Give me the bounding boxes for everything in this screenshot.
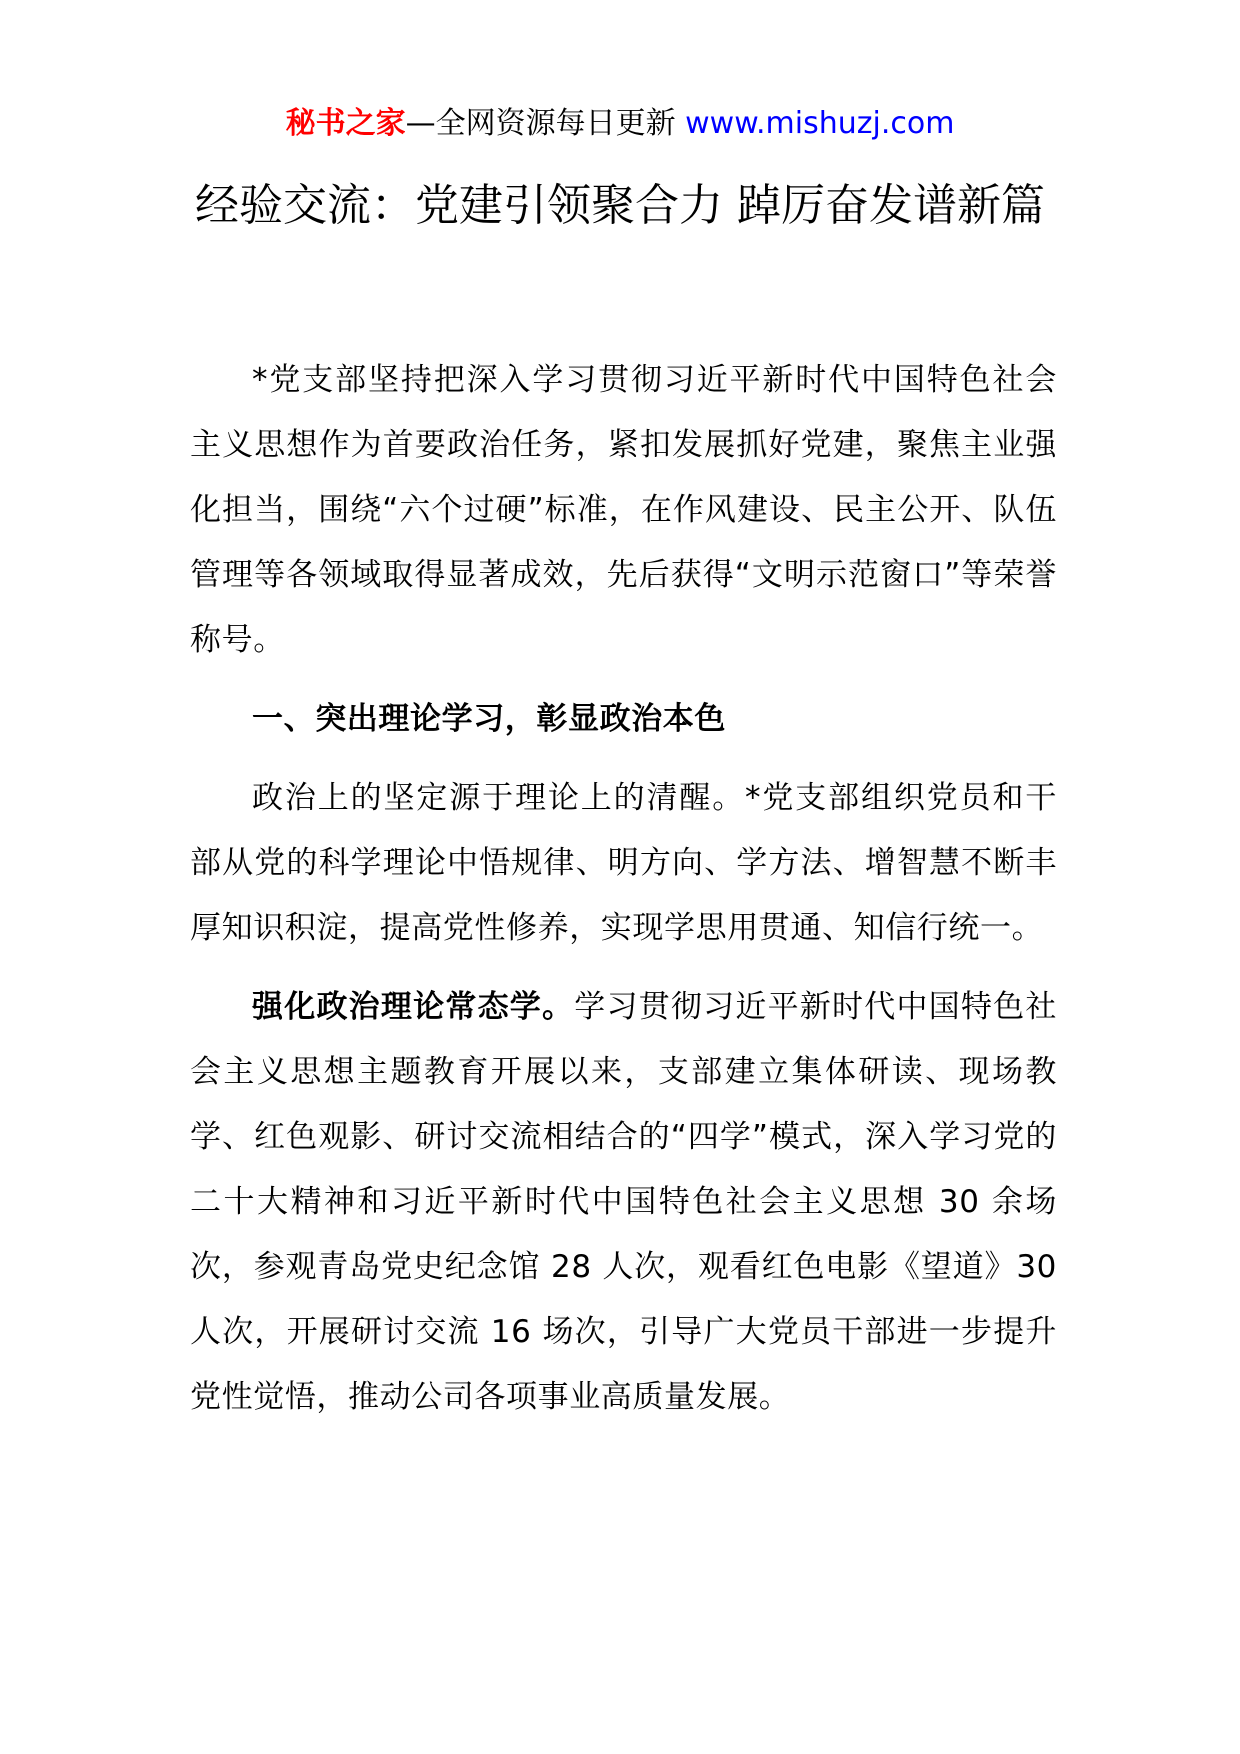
subsection-paragraph-1 [190,975,1057,1430]
website-link[interactable]: www.mishuzj.com [685,106,955,141]
header-slogan: —全网资源每日更新 [405,106,686,141]
subsection-text: 学习贯彻习近平新时代中国特色社会主义思想主题教育开展以来，支部建立集体研读、现场教学、红色观影、研讨交流相结合的“四学”模式，深入学习党的二十大精神和习近平新时代中国特色社会主义思想 30 余场次，参观青岛党史纪念馆 28 人次，观看红色电影《望道》30 人次，开展研讨交流 16 场次，引导广大党员干部进一步提升党性觉悟，推动公司各项事业高质量发展。 [190,989,1057,1415]
brand-name: 秘书之家 [285,106,406,141]
intro-paragraph: *党支部坚持把深入学习贯彻习近平新时代中国特色社会主义思想作为首要政治任务，紧扣发展抓好党建，聚焦主业强化担当，围绕“六个过硬”标准，在作风建设、民主公开、队伍管理等各领域取得显著成效，先后获得“文明示范窗口”等荣誉称号。 [190,362,1057,658]
section-1-paragraph: 政治上的坚定源于理论上的清醒。*党支部组织党员和干部从党的科学理论中悟规律、明方向、学方法、增智慧不断丰厚知识积淀，提高党性修养，实现学思用贯通、知信行统一。 [190,780,1057,946]
section-heading-1: 一、突出理论学习，彰显政治本色 [252,701,726,737]
document-body [190,348,1057,1444]
document-title: 经验交流：党建引领聚合力 踔厉奋发谱新篇 [195,180,1045,231]
site-header [0,102,1240,146]
subsection-lead: 强化政治理论常态学。 [252,989,575,1025]
